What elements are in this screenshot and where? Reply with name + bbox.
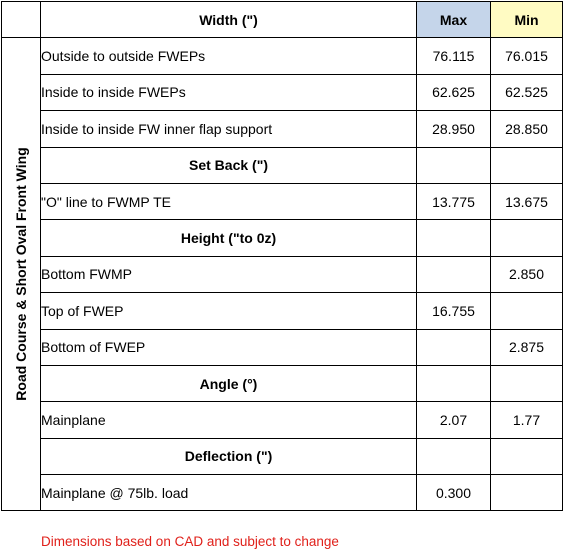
min-value: 76.015 — [491, 38, 563, 74]
corner-cell — [2, 2, 41, 38]
min-value — [491, 293, 563, 329]
side-label-cell — [2, 38, 41, 511]
section-header-row — [2, 147, 563, 183]
width-header: Width (") — [41, 2, 417, 38]
max-value: 62.625 — [417, 74, 491, 110]
row-label: Mainplane — [41, 402, 417, 438]
section-min-cell — [491, 365, 563, 401]
row-label: "O" line to FWMP TE — [41, 183, 417, 219]
table-row — [2, 38, 563, 74]
section-header: Angle (°) — [41, 365, 417, 401]
max-value — [417, 329, 491, 365]
min-value: 28.850 — [491, 111, 563, 147]
section-min-cell — [491, 147, 563, 183]
min-value: 2.850 — [491, 256, 563, 292]
max-value: 16.755 — [417, 293, 491, 329]
table-row — [2, 183, 563, 219]
table-row — [2, 402, 563, 438]
footnote: Dimensions based on CAD and subject to change — [41, 534, 339, 549]
section-header: Height ("to 0z) — [41, 220, 417, 256]
row-label: Mainplane @ 75lb. load — [41, 475, 417, 511]
row-label: Outside to outside FWEPs — [41, 38, 417, 74]
min-value — [491, 475, 563, 511]
table-row — [2, 74, 563, 110]
section-max-cell — [417, 147, 491, 183]
section-header: Deflection (") — [41, 438, 417, 474]
header-row — [2, 2, 563, 38]
max-value: 2.07 — [417, 402, 491, 438]
side-label: Road Course & Short Oval Front Wing — [13, 147, 29, 402]
section-max-cell — [417, 220, 491, 256]
min-column-header: Min — [491, 2, 563, 38]
section-max-cell — [417, 365, 491, 401]
section-header-row — [2, 365, 563, 401]
section-min-cell — [491, 438, 563, 474]
row-label: Inside to inside FW inner flap support — [41, 111, 417, 147]
row-label: Bottom FWMP — [41, 256, 417, 292]
table-row — [2, 293, 563, 329]
section-header: Set Back (") — [41, 147, 417, 183]
max-value: 0.300 — [417, 475, 491, 511]
row-label: Bottom of FWEP — [41, 329, 417, 365]
table-row — [2, 256, 563, 292]
min-value: 2.875 — [491, 329, 563, 365]
table-row — [2, 329, 563, 365]
min-value: 1.77 — [491, 402, 563, 438]
table-row — [2, 475, 563, 511]
min-value: 13.675 — [491, 183, 563, 219]
section-max-cell — [417, 438, 491, 474]
max-value: 76.115 — [417, 38, 491, 74]
max-value: 28.950 — [417, 111, 491, 147]
table-row — [2, 111, 563, 147]
row-label: Top of FWEP — [41, 293, 417, 329]
max-value — [417, 256, 491, 292]
section-min-cell — [491, 220, 563, 256]
section-header-row — [2, 438, 563, 474]
section-header-row — [2, 220, 563, 256]
front-wing-spec-table — [1, 1, 563, 511]
min-value: 62.525 — [491, 74, 563, 110]
row-label: Inside to inside FWEPs — [41, 74, 417, 110]
max-column-header: Max — [417, 2, 491, 38]
max-value: 13.775 — [417, 183, 491, 219]
